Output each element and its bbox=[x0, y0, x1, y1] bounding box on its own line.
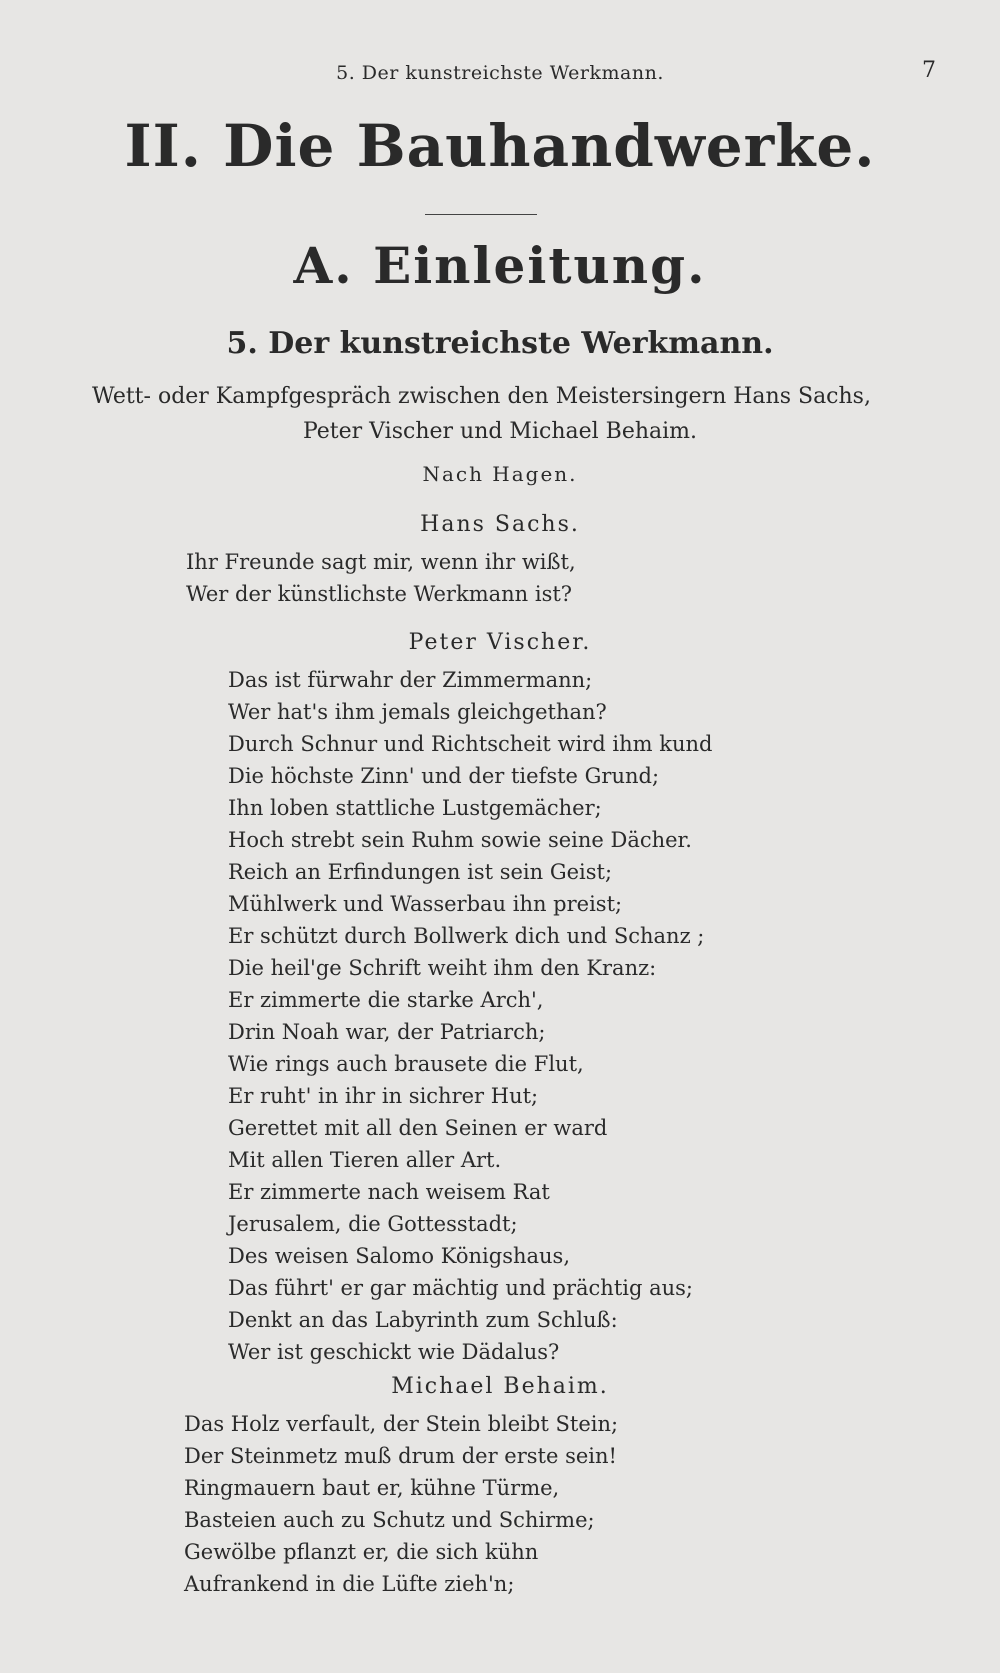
verse-line: Basteien auch zu Schutz und Schirme; bbox=[184, 1508, 595, 1532]
verse-line: Aufrankend in die Lüfte zieh'n; bbox=[184, 1572, 515, 1596]
divider-rule bbox=[425, 214, 537, 215]
verse-line: Das ist fürwahr der Zimmermann; bbox=[228, 668, 593, 692]
verse-line: Der Steinmetz muß drum der erste sein! bbox=[184, 1444, 617, 1468]
verse-line: Er schützt durch Bollwerk dich und Schanz ; bbox=[228, 924, 705, 948]
verse-line: Denkt an das Labyrinth zum Schluß: bbox=[228, 1308, 618, 1332]
speaker-name: Peter Vischer. bbox=[408, 630, 592, 655]
speaker-name: Michael Behaim. bbox=[391, 1374, 609, 1399]
description-line: Wett- oder Kampfgespräch zwischen den Meistersingern Hans Sachs, bbox=[92, 384, 871, 409]
speaker-name: Hans Sachs. bbox=[420, 512, 580, 537]
verse-line: Reich an Erfindungen ist sein Geist; bbox=[228, 860, 613, 884]
verse-line: Er ruht' in ihr in sichrer Hut; bbox=[228, 1084, 539, 1108]
poem-title: 5. Der kunstreichste Werkmann. bbox=[226, 326, 774, 361]
verse-line: Hoch strebt sein Ruhm sowie seine Dächer. bbox=[228, 828, 692, 852]
verse-line: Das führt' er gar mächtig und prächtig aus; bbox=[228, 1276, 693, 1300]
verse-line: Die heil'ge Schrift weiht ihm den Kranz: bbox=[228, 956, 657, 980]
running-header: 5. Der kunstreichste Werkmann. bbox=[336, 62, 664, 84]
verse-line: Ihn loben stattliche Lustgemächer; bbox=[228, 796, 602, 820]
verse-line: Mit allen Tieren aller Art. bbox=[228, 1148, 502, 1172]
section-title: II. Die Bauhandwerke. bbox=[124, 112, 876, 180]
verse-line: Jerusalem, die Gottesstadt; bbox=[228, 1212, 518, 1236]
verse-line: Er zimmerte nach weisem Rat bbox=[228, 1180, 550, 1204]
source-attribution: Nach Hagen. bbox=[422, 462, 578, 486]
verse-line: Drin Noah war, der Patriarch; bbox=[228, 1020, 546, 1044]
verse-line: Wer hat's ihm jemals gleichgethan? bbox=[228, 700, 607, 724]
verse-line: Durch Schnur und Richtscheit wird ihm kund bbox=[228, 732, 713, 756]
verse-line: Das Holz verfault, der Stein bleibt Stein; bbox=[184, 1412, 619, 1436]
verse-line: Wie rings auch brausete die Flut, bbox=[228, 1052, 584, 1076]
verse-line: Er zimmerte die starke Arch', bbox=[228, 988, 544, 1012]
verse-line: Ringmauern baut er, kühne Türme, bbox=[184, 1476, 560, 1500]
verse-line: Des weisen Salomo Königshaus, bbox=[228, 1244, 570, 1268]
page-number: 7 bbox=[922, 58, 936, 83]
verse-line: Mühlwerk und Wasserbau ihn preist; bbox=[228, 892, 623, 916]
verse-line: Wer der künstlichste Werkmann ist? bbox=[186, 582, 573, 606]
verse-line: Wer ist geschickt wie Dädalus? bbox=[228, 1340, 560, 1364]
verse-line: Gewölbe pflanzt er, die sich kühn bbox=[184, 1540, 539, 1564]
subsection-title: A. Einleitung. bbox=[293, 236, 707, 295]
verse-line: Die höchste Zinn' und der tiefste Grund; bbox=[228, 764, 660, 788]
verse-line: Ihr Freunde sagt mir, wenn ihr wißt, bbox=[186, 550, 576, 574]
description-line: Peter Vischer und Michael Behaim. bbox=[302, 419, 698, 444]
verse-line: Gerettet mit all den Seinen er ward bbox=[228, 1116, 608, 1140]
